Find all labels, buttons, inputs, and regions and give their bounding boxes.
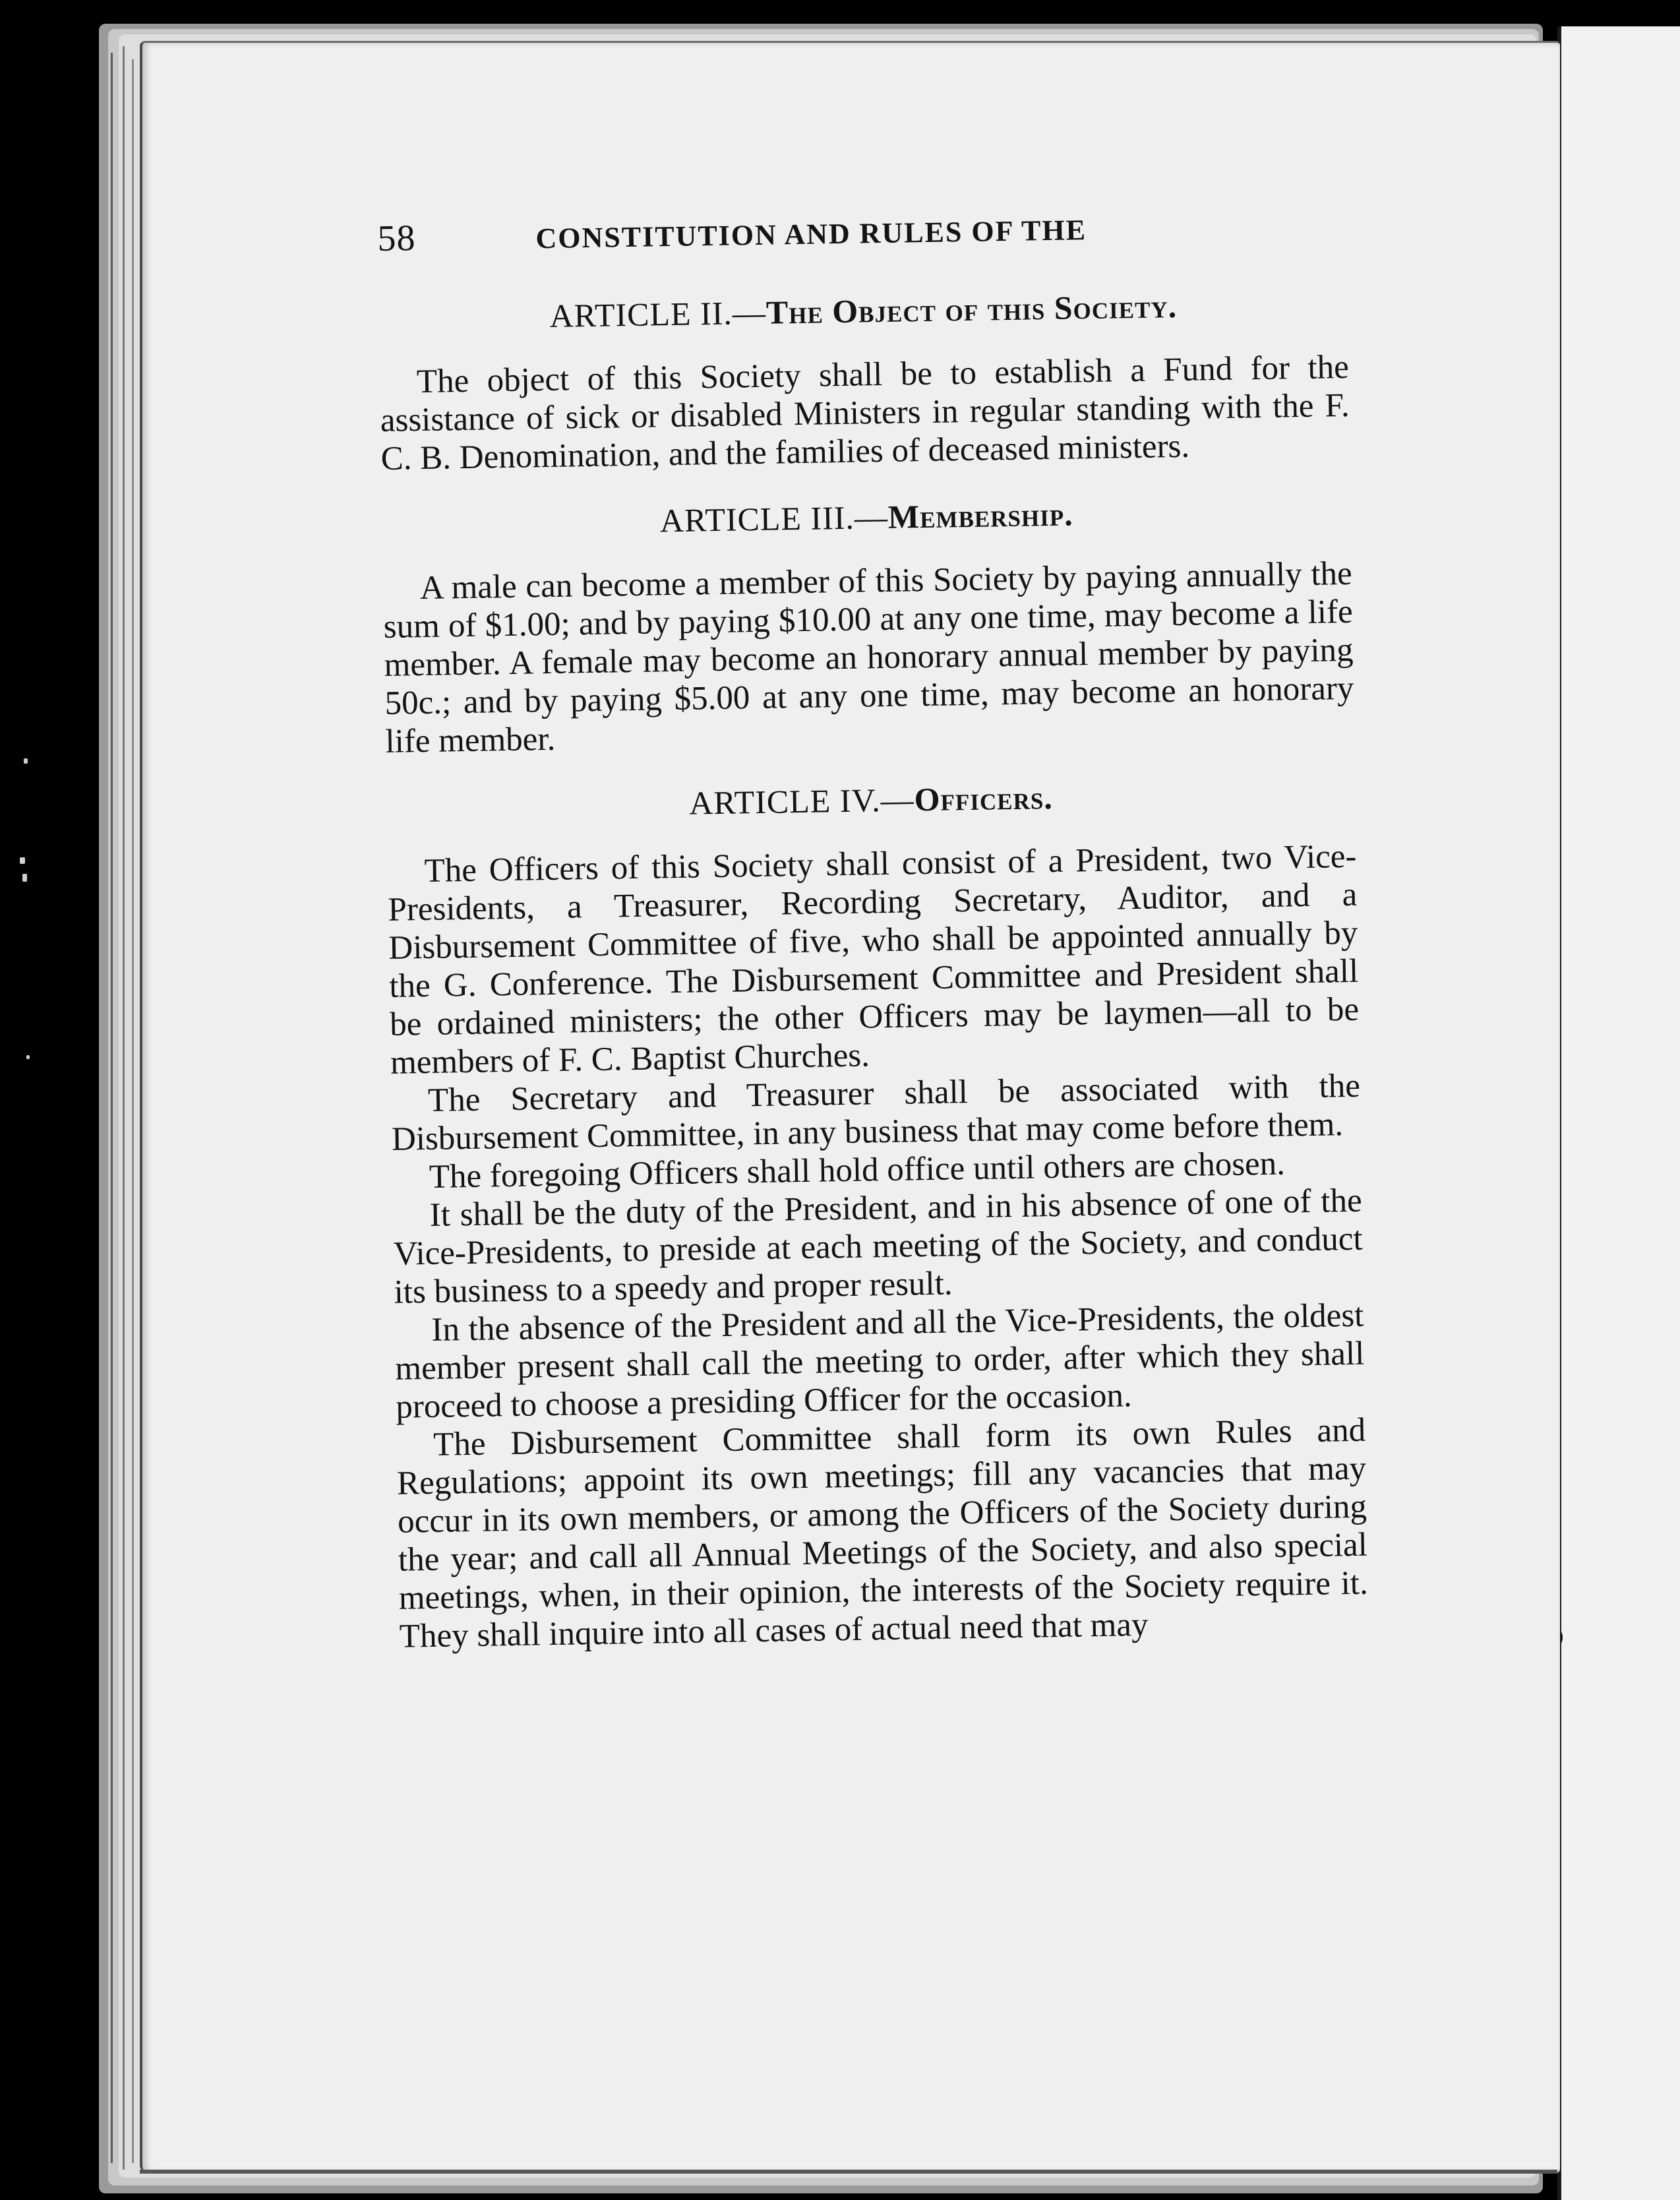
scan-speck (20, 857, 25, 864)
page-text-block (377, 202, 1369, 1656)
article-title: The Object of this Society. (765, 287, 1178, 331)
scan-speck (24, 758, 28, 764)
page-bottom-edge (140, 2170, 1557, 2174)
article-paragraph: The foregoing Officers shall hold office until others are chosen. (429, 1145, 1286, 1196)
page-edge-line (132, 59, 134, 2163)
article-paragraph: In the absence of the President and all the Vice-Presidents, the oldest member present shall call the meeting to order, after which they shall proceed to choose a presiding Officer for the occasion. (394, 1297, 1365, 1426)
article-paragraph: The Secretary and Treasurer shall be associated with the Disbursement Committee, in any business that may come before them. (391, 1067, 1361, 1158)
article-paragraph: A male can become a member of this Society by paying annually the sum of $1.00; and by paying $10.00 at any one time, may become a life member. A female may become an honorary annual member by paying 50c.; and by paying $5.00 at any one time, may become an honorary life member. (383, 555, 1354, 760)
article-number: ARTICLE IV.— (688, 781, 915, 822)
article-number: ARTICLE II.— (549, 293, 767, 334)
facing-page (1557, 26, 1680, 2200)
article-paragraph: It shall be the duty of the President, and in his absence of one of the Vice-Presidents, to preside at each meeting of the Society, and conduct its business to a speedy and proper result. (393, 1182, 1363, 1311)
article-title: Membership. (887, 495, 1074, 535)
scan-speck (26, 1055, 30, 1059)
article-paragraph: The Disbursement Committee shall form its own Rules and Regulations; appoint its own meetings; fill any vacancies that may occur in its own members, or among the Officers of the Society during the year; and call all Annual Meetings of the Society, and also special meetings, when, in their opinion, the interests of the Society require it. They shall inquire into all cases of actual need that may (396, 1411, 1369, 1655)
running-head-title: CONSTITUTION AND RULES OF THE (535, 214, 1087, 255)
scan-speck (22, 874, 27, 882)
article-number: ARTICLE III.— (659, 498, 889, 539)
article-title: Officers. (914, 779, 1054, 818)
article-heading (378, 286, 1348, 337)
page-edge-line (123, 46, 125, 2170)
article-paragraph: The object of this Society shall be to establish a Fund for the assistance of sick or disabled Ministers in regular standing with the F. C. B. Denomination, and the families of deceased ministers. (380, 348, 1350, 477)
page-edge-line (111, 53, 113, 2163)
article-paragraph: The Officers of this Society shall consist of a President, two Vice-Presidents, a Treasurer, Recording Secretary, Auditor, and a Disbursement Committee of five, who shall be appointed annually by the G. Conference. The Disbursement Committee and President shall be ordained ministers; the other Officers may be laymen—all to be members of F. C. Baptist Churches. (388, 838, 1360, 1082)
page-number: 58 (377, 218, 416, 259)
